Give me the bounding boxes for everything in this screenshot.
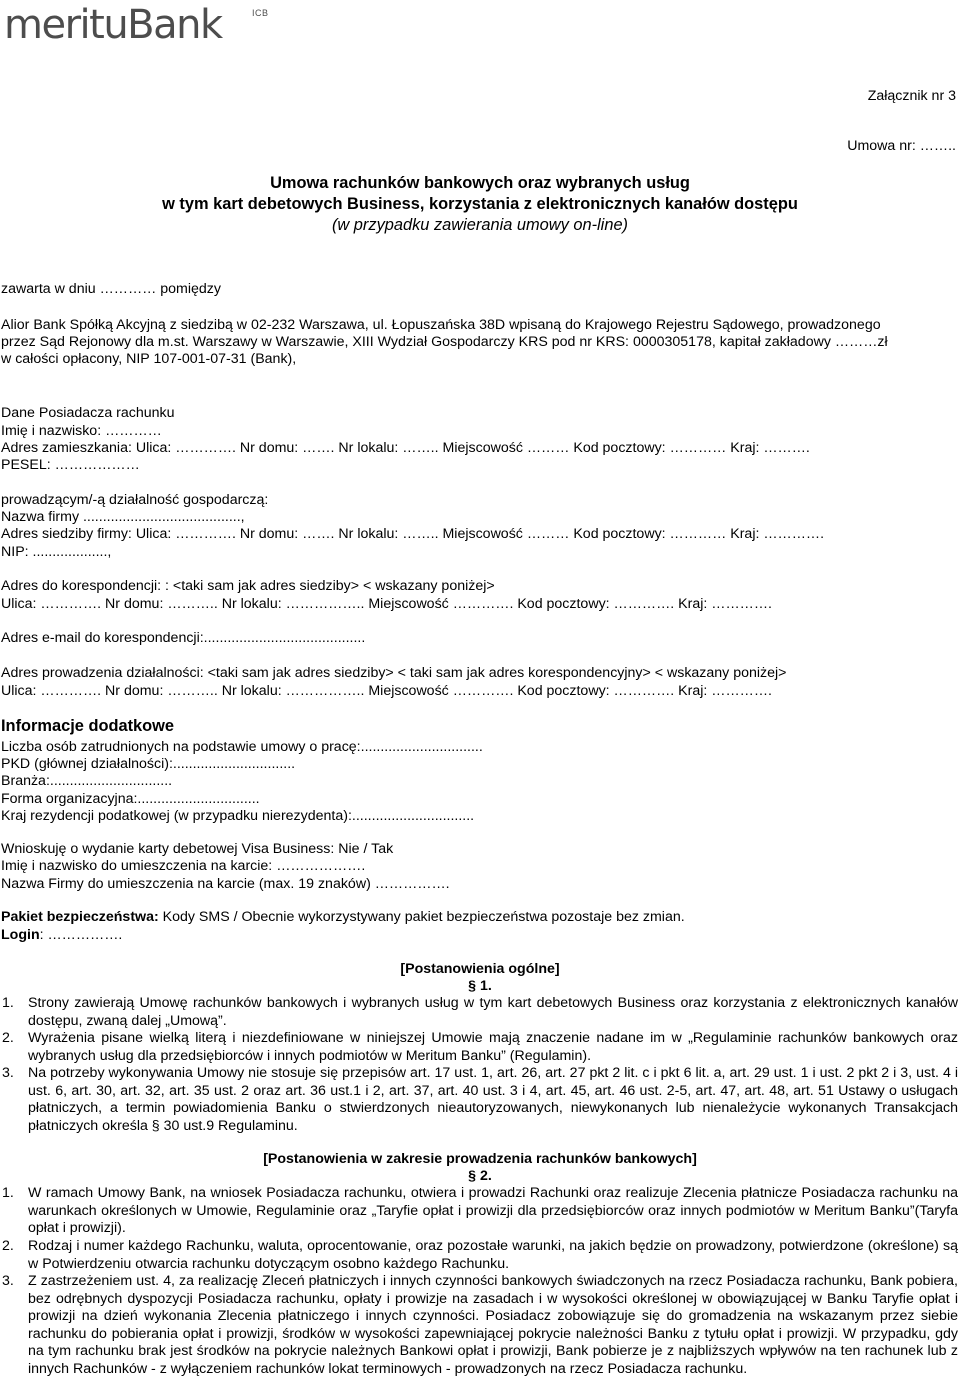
list-item-text: Wyrażenia pisane wielką literą i niezdefiniowane w niniejszej Umowie mają znaczenie nadane im w „Regulaminie rachunków bankowych oraz wybranych usług dla przedsiębiorców i innych podmiotów w Meritum Banku” (Regulamin).	[28, 1030, 958, 1064]
list-item-text: Na potrzeby wykonywania Umowy nie stosuje się przepisów art. 17 ust. 1, art. 26, art. 27 pkt 2 lit. c i pkt 6 lit. a, art. 29 ust. 1 i ust. 2 pkt 2 i 3, ust. 4 i ust. 6, art. 30, art. 32, art. 35 ust. 2 oraz art. 36 ust.1 i 2, art. 37, art. 40 ust. 3 i 4, art. 45, art. 46 ust. 2-5, art. 47, art. 48, art. 51 Ustawy o usługach płatniczych, a termin powiadomienia Banku o stwierdzonych nieautoryzowanych, niewykonanych lub nienależycie wykonanych Transakcjach płatniczych określa § 30 ust.9 Regulaminu.	[28, 1065, 958, 1134]
list-item	[0, 995, 958, 1030]
list-item-text: Z zastrzeżeniem ust. 4, za realizację Zleceń płatniczych i innych czynności bankowych świadczonych na rzecz Posiadacza rachunku, Bank pobiera, bez odrębnych dyspozycji Posiadacza rachunku, opłaty i prowizje na zasadach i w wysokości określonej w obowiązującej w Banku Taryfie opłat i prowizji na dzień wykonania Zlecenia płatniczego i innych czynności. Posiadacz zobowiązuje się do gromadzenia na wskazanym przez siebie rachunku do pobierania opłat i prowizji, środków w wysokości zapewniającej pokrycie należności Banku z tytułu opłat i prowizji. W przypadku, gdy na tym rachunku brak jest środków na pokrycie należnych Bankowi opłat i prowizji, Bank pobierze je z najbliższych wpływów na ten rachunek lub z innych Rachunków - z wyłączeniem rachunków lokat terminowych - prowadzonych na rzecz Posiadacza rachunku.	[28, 1273, 958, 1377]
list-item	[0, 1065, 958, 1135]
account-provisions-heading: [Postanowienia w zakresie prowadzenia rachunków bankowych]	[263, 1151, 697, 1167]
card-request: Wnioskuję o wydanie karty debetowej Visa Business: Nie / Tak	[1, 841, 394, 857]
company-on-card: Nazwa Firmy do umieszczenia na karcie (max. 19 znaków) …………….	[1, 876, 450, 892]
contract-number: Umowa nr: ……..	[847, 138, 956, 154]
tax-residence: Kraj rezydencji podatkowej (w przypadku nierezydenta):...............................	[1, 808, 475, 824]
document-title-line1: Umowa rachunków bankowych oraz wybranych usług	[270, 174, 690, 192]
list-item-text: Rodzaj i numer każdego Rachunku, waluta, oprocentowanie, oraz pozostałe warunki, na jakich będzie on prowadzony, potwierdzone (określone) są w Potwierdzeniu otwarcia rachunku dotyczącym osobno każdego Rachunku.	[28, 1238, 958, 1272]
business-company-name: Nazwa firmy ........................................,	[1, 509, 245, 525]
bank-description-line2: przez Sąd Rejonowy dla m.st. Warszawy w Warszawie, XIII Wydział Gospodarczy KRS pod nr KRS: 0000305178, kapitał zakładowy ………zł	[1, 334, 888, 350]
business-address: Adres siedziby firmy: Ulica: …………. Nr domu: ……. Nr lokalu: …….. Miejscowość ……… Kod pocztowy: ………… Kraj: ………….	[1, 526, 825, 542]
email-field: Adres e-mail do korespondencji:.........................................	[1, 630, 366, 646]
pkd-code: PKD (głównej działalności):...............................	[1, 756, 296, 772]
business-heading: prowadzącym/-ą działalność gospodarczą:	[1, 492, 269, 508]
meritum-bank-logo	[4, 2, 269, 48]
business-address-label: Adres prowadzenia działalności: <taki sam jak adres siedziby> < taki sam jak adres korespondencyjny> < wskazany poniżej>	[1, 665, 787, 681]
annex-label: Załącznik nr 3	[867, 88, 956, 104]
list-item-number: 1.	[2, 995, 14, 1011]
name-on-card: Imię i nazwisko do umieszczenia na karcie: ……………….	[1, 858, 366, 874]
bank-description-line3: w całości opłacony, NIP 107-001-07-31 (Bank),	[1, 351, 297, 367]
document-subtitle: (w przypadku zawierania umowy on-line)	[331, 216, 629, 234]
list-item-number: 3.	[2, 1065, 14, 1081]
security-package-label: Pakiet bezpieczeństwa:	[1, 909, 159, 925]
organizational-form: Forma organizacyjna:...............................	[1, 791, 260, 807]
login-value: : …………….	[39, 927, 123, 943]
branch: Branża:...............................	[1, 773, 173, 789]
business-nip: NIP: ...................,	[1, 544, 112, 560]
correspondence-label: Adres do korespondencji: : <taki sam jak adres siedziby> < wskazany poniżej>	[1, 578, 495, 594]
list-item	[0, 1238, 958, 1273]
list-item	[0, 1273, 958, 1379]
logo-text: merituBank	[4, 2, 222, 48]
holder-name: Imię i nazwisko: …………	[1, 423, 162, 439]
login-label: Login	[1, 927, 40, 943]
general-provisions-heading: [Postanowienia ogólne]	[400, 961, 560, 977]
bank-description-line1: Alior Bank Spółką Akcyjną z siedzibą w 02-232 Warszawa, ul. Łopuszańska 38D wpisaną do Krajowego Rejestru Sądowego, prowadzonego	[1, 317, 881, 333]
employees-count: Liczba osób zatrudnionych na podstawie umowy o pracę:...............................	[1, 739, 483, 755]
holder-heading: Dane Posiadacza rachunku	[1, 405, 175, 421]
login	[1, 927, 122, 943]
list-item-text: W ramach Umowy Bank, na wniosek Posiadacza rachunku, otwiera i prowadzi Rachunki oraz realizuje Zlecenia płatnicze Posiadacza rachunku na warunkach określonych w Umowie, Regulaminie oraz „Taryfie opłat i prowizji dla przedsiębiorców oraz innych podmiotów w Meritum Banku”(Taryfa opłat i prowizji).	[28, 1185, 958, 1237]
list-item-number: 1.	[2, 1185, 14, 1201]
list-item-number: 2.	[2, 1030, 14, 1046]
security-package	[1, 909, 685, 925]
correspondence-address: Ulica: …………. Nr domu: ……….. Nr lokalu: …………….. Miejscowość …………. Kod pocztowy: …………. Kraj: ………….	[1, 596, 772, 612]
section-1: § 1.	[468, 978, 492, 994]
list-item-number: 2.	[2, 1238, 14, 1254]
logo-suffix: ICB	[252, 8, 269, 18]
section-2: § 2.	[468, 1168, 492, 1184]
concluded-date: zawarta w dniu ………… pomiędzy	[1, 281, 221, 297]
list-item-number: 3.	[2, 1273, 14, 1289]
business-address-fields: Ulica: …………. Nr domu: ……….. Nr lokalu: …………….. Miejscowość …………. Kod pocztowy: …………. Kraj: ………….	[1, 683, 772, 699]
document-title-line2: w tym kart debetowych Business, korzystania z elektronicznych kanałów dostępu	[162, 195, 798, 213]
list-item-text: Strony zawierają Umowę rachunków bankowych i wybranych usług w tym kart debetowych Business oraz korzystania z elektronicznych kanałów dostępu, zwaną dalej „Umową”.	[28, 995, 958, 1029]
list-item	[0, 1185, 958, 1238]
holder-address: Adres zamieszkania: Ulica: …………. Nr domu: ……. Nr lokalu: …….. Miejscowość ……… Kod pocztowy: ………… Kraj: ……….	[1, 440, 810, 456]
security-package-text: Kody SMS / Obecnie wykorzystywany pakiet bezpieczeństwa pozostaje bez zmian.	[158, 909, 685, 925]
additional-info-heading: Informacje dodatkowe	[1, 717, 175, 735]
list-item	[0, 1030, 958, 1065]
holder-pesel: PESEL: ………………	[1, 457, 140, 473]
